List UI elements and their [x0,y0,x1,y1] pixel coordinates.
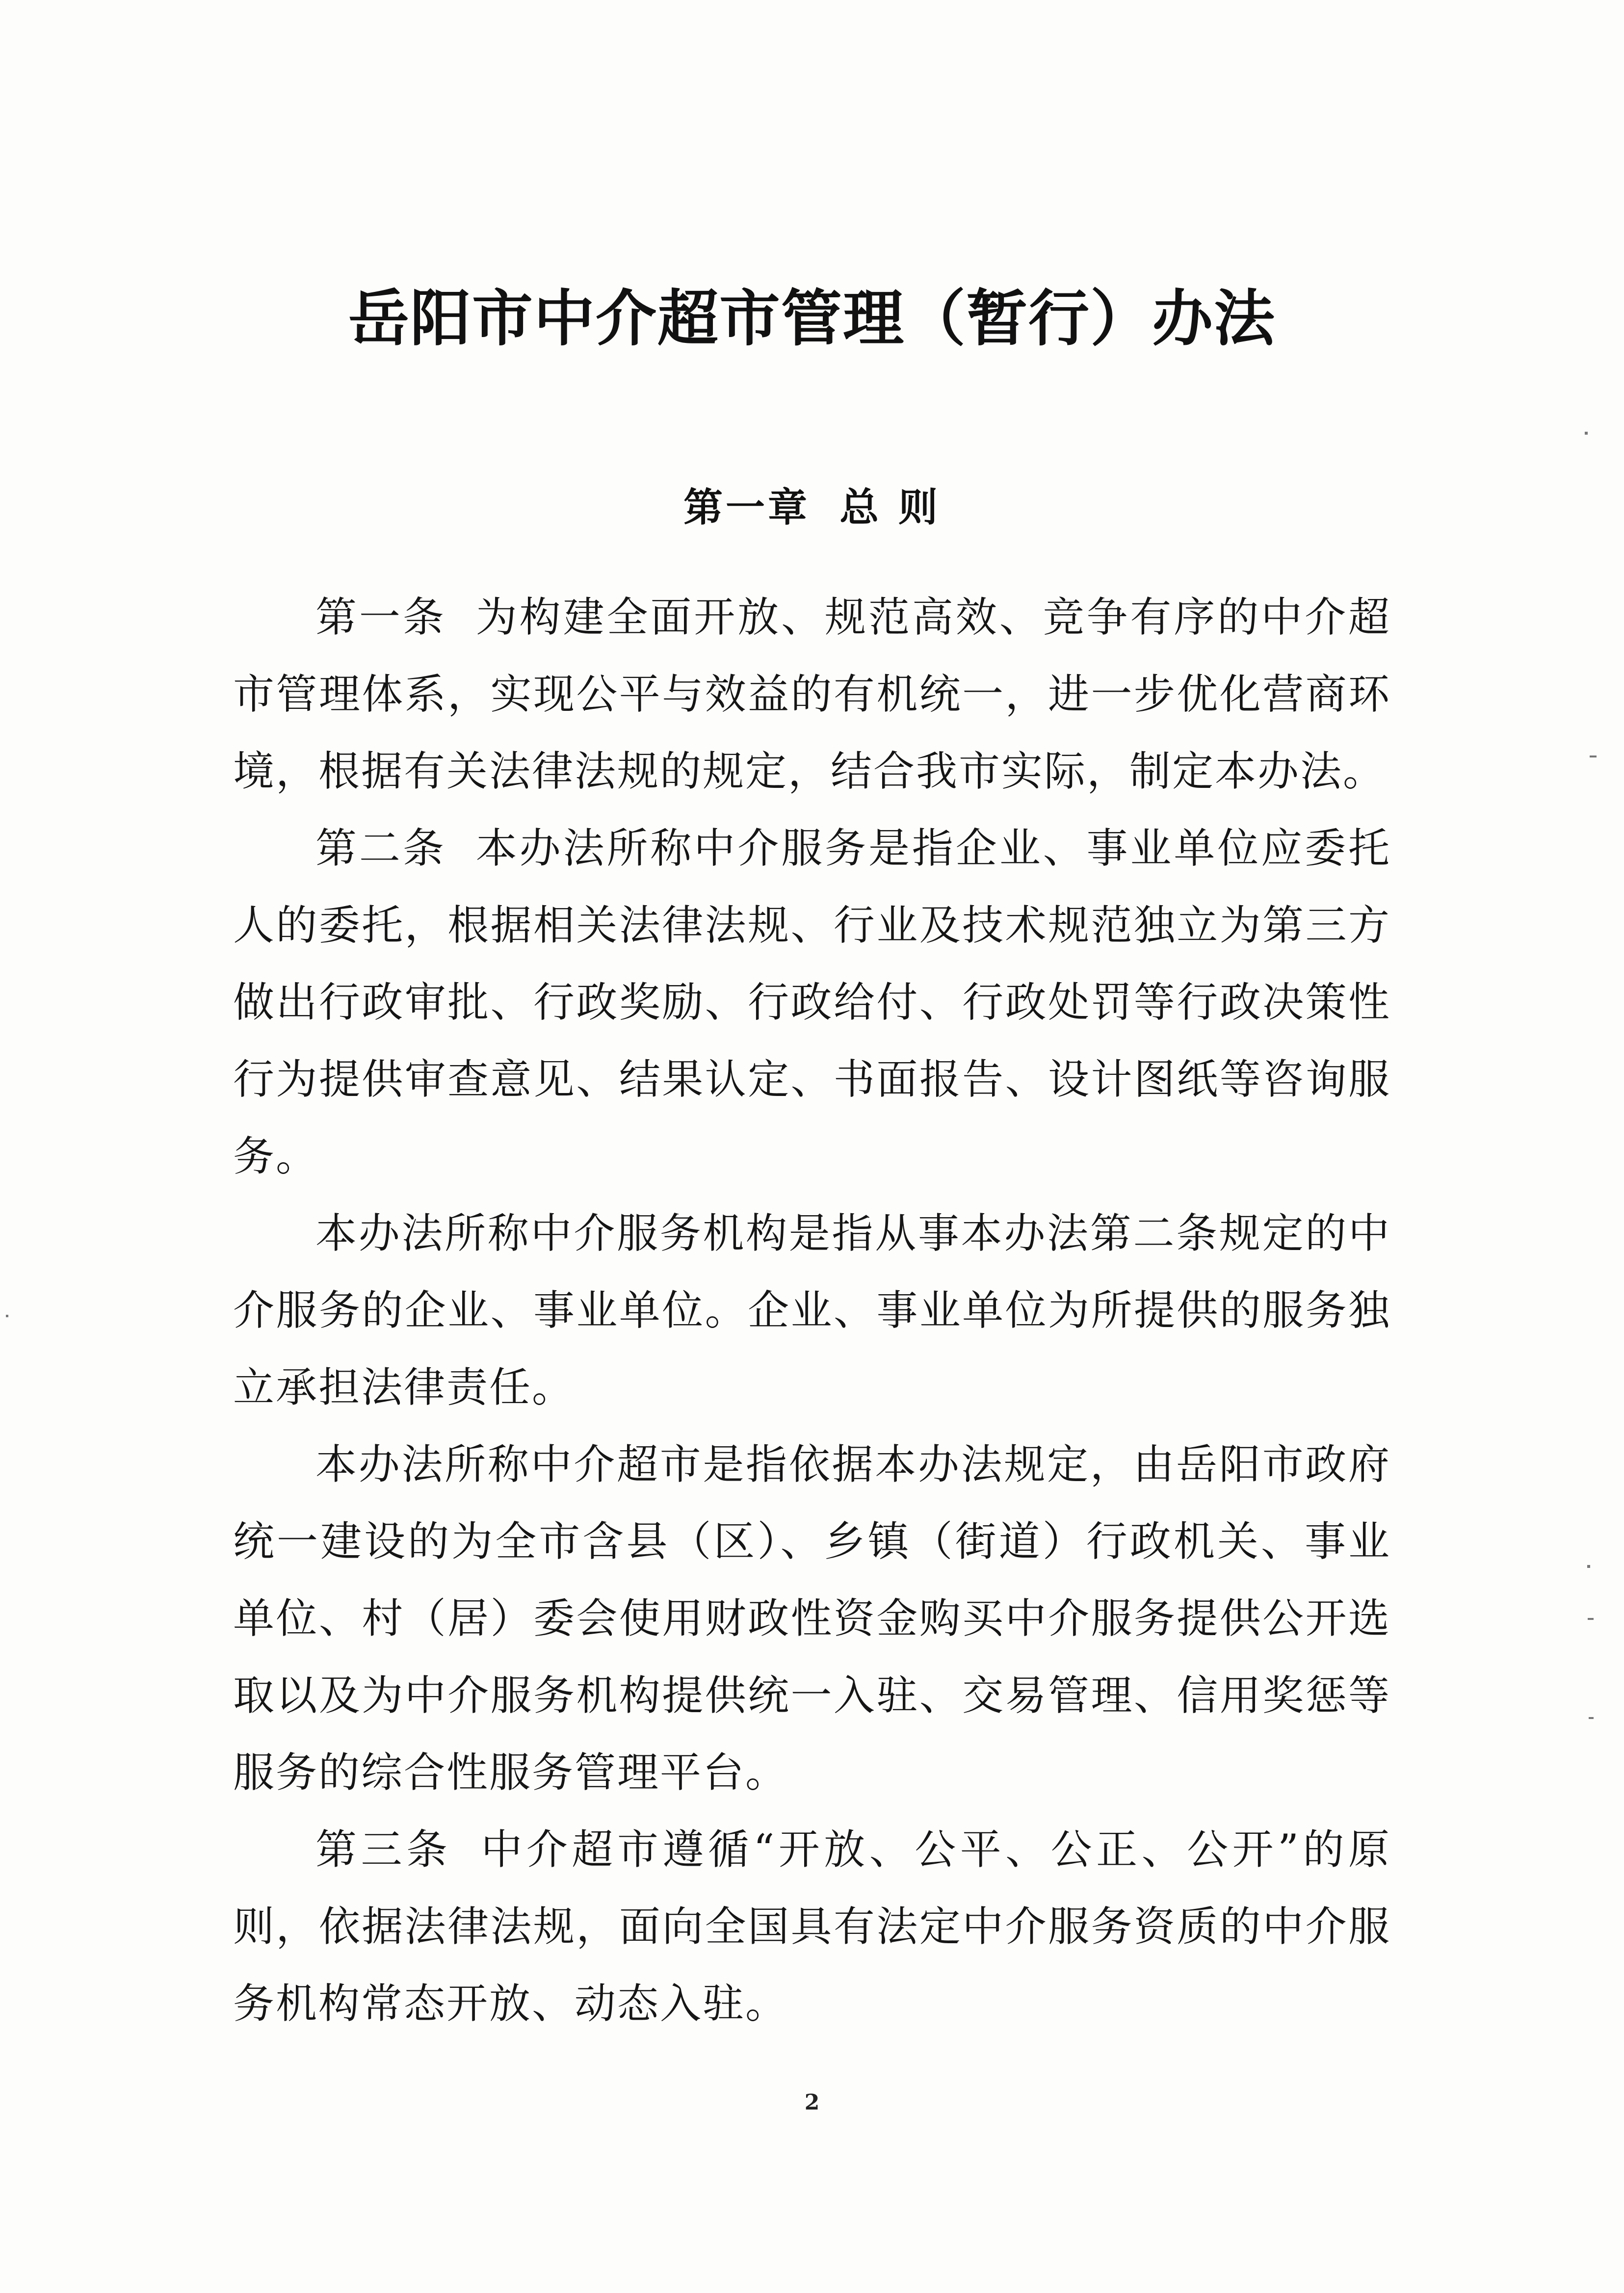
chapter-name: 总 则 [839,485,941,530]
scan-mark [1587,1565,1590,1568]
chapter-heading [0,478,1624,537]
article-paragraph [233,1811,1391,2042]
scan-mark [6,1315,8,1317]
scan-mark [1588,1618,1594,1620]
paragraph-text: 本办法所称中介服务机构是指从事本办法第二条规定的中介服务的企业、事业单位。企业、事业单位为所提供的服务独立承担法律责任。 [233,1209,1391,1411]
paragraph [233,1195,1391,1426]
article-paragraph [233,579,1391,810]
scan-mark [1589,1717,1594,1719]
scan-mark [1585,432,1588,435]
paragraph-text: 为构建全面开放、规范高效、竞争有序的中介超市管理体系，实现公平与效益的有机统一，进一步优化营商环境，根据有关法律法规的规定，结合我市实际，制定本办法。 [233,593,1391,795]
chapter-number: 第一章 [683,485,811,530]
article-paragraph [233,810,1391,1195]
paragraph-text: 本办法所称中介服务是指企业、事业单位应委托人的委托，根据相关法律法规、行业及技术规范独立为第三方做出行政审批、行政奖励、行政给付、行政处罚等行政决策性行为提供审查意见、结果认定、书面报告、设计图纸等咨询服务。 [233,824,1391,1180]
document-title: 岳阳市中介超市管理（暂行）办法 [348,283,1276,354]
article-number: 第一条 [315,593,446,641]
article-number: 第二条 [315,824,446,872]
paragraph-text: 本办法所称中介超市是指依据本办法规定，由岳阳市政府统一建设的为全市含县（区）、乡镇（街道）行政机关、事业单位、村（居）委会使用财政性资金购买中介服务提供公开选取以及为中介服务机构提供统一入驻、交易管理、信用奖惩等服务的综合性服务管理平台。 [233,1440,1391,1797]
article-number: 第三条 [315,1825,452,1874]
document-body [233,579,1391,2042]
paragraph [233,1426,1391,1811]
paragraph-text: 中介超市遵循“开放、公平、公正、公开”的原则，依据法律法规，面向全国具有法定中介服务资质的中介服务机构常态开放、动态入驻。 [233,1825,1391,2028]
scan-mark [1590,756,1597,757]
page-number: 2 [804,2090,820,2115]
